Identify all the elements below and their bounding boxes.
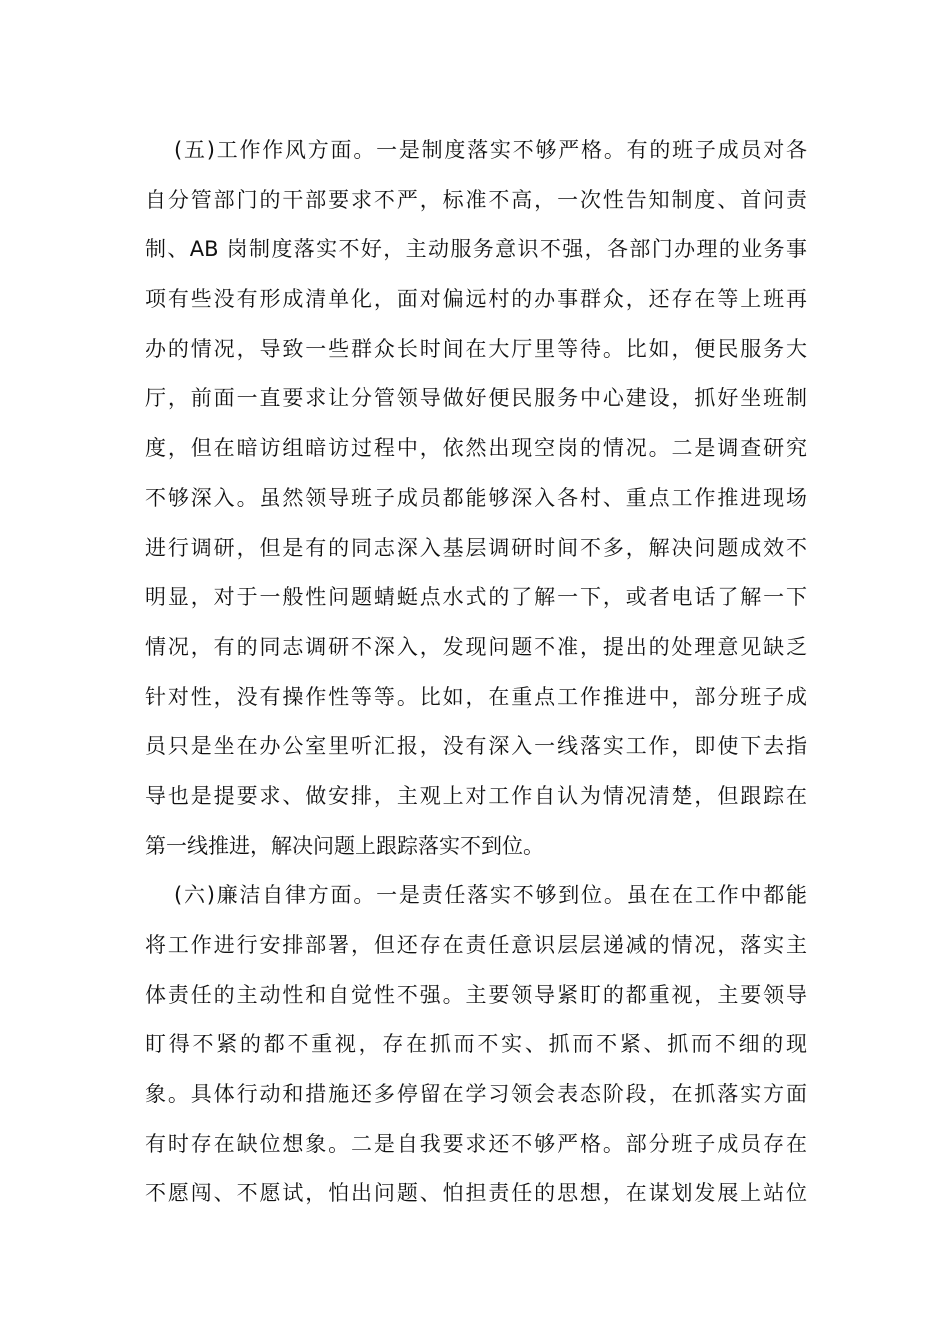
text-line: (六)廉洁自律方面。一是责任落实不够到位。虽在在工作中都能	[174, 883, 807, 908]
text-line: 制、AB 岗制度落实不好，主动服务意识不强，各部门办理的业务事	[145, 237, 807, 262]
text-line: 不够深入。虽然领导班子成员都能够深入各村、重点工作推进现场	[145, 485, 807, 510]
text-line: 第一线推进，解决问题上跟踪落实不到位。	[145, 833, 544, 858]
text-line: (五)工作作风方面。一是制度落实不够严格。有的班子成员对各	[174, 138, 807, 162]
text-line: 象。具体行动和措施还多停留在学习领会表态阶段，在抓落实方面	[145, 1082, 807, 1107]
document-body	[145, 126, 807, 1219]
text-line: 明显，对于一般性问题蜻蜓点水式的了解一下，或者电话了解一下	[145, 585, 807, 610]
text-line: 针对性，没有操作性等等。比如，在重点工作推进中，部分班子成	[145, 684, 807, 709]
text-line: 盯得不紧的都不重视，存在抓而不实、抓而不紧、抓而不细的现	[145, 1032, 807, 1057]
paragraph-integrity	[145, 871, 807, 1219]
text-line: 情况，有的同志调研不深入，发现问题不准，提出的处理意见缺乏	[145, 634, 807, 659]
text-line: 体责任的主动性和自觉性不强。主要领导紧盯的都重视，主要领导	[145, 982, 807, 1007]
text-line: 自分管部门的干部要求不严，标准不高，一次性告知制度、首问责	[145, 187, 807, 212]
text-line: 进行调研，但是有的同志深入基层调研时间不多，解决问题成效不	[145, 535, 807, 560]
text-line: 办的情况，导致一些群众长时间在大厅里等待。比如，便民服务大	[145, 336, 807, 361]
text-line: 度，但在暗访组暗访过程中，依然出现空岗的情况。二是调查研究	[145, 436, 807, 461]
text-line: 不愿闯、不愿试，怕出问题、怕担责任的思想，在谋划发展上站位	[145, 1181, 807, 1206]
text-line: 导也是提要求、做安排，主观上对工作自认为情况清楚，但跟踪在	[145, 783, 807, 808]
text-line: 项有些没有形成清单化，面对偏远村的办事群众，还存在等上班再	[145, 287, 807, 312]
text-line: 将工作进行安排部署，但还存在责任意识层层递减的情况，落实主	[145, 933, 807, 957]
paragraph-work-style	[145, 126, 807, 871]
text-line: 厅，前面一直要求让分管领导做好便民服务中心建设，抓好坐班制	[145, 386, 807, 411]
text-line: 有时存在缺位想象。二是自我要求还不够严格。部分班子成员存在	[145, 1131, 807, 1156]
text-line: 员只是坐在办公室里听汇报，没有深入一线落实工作，即使下去指	[145, 734, 807, 759]
